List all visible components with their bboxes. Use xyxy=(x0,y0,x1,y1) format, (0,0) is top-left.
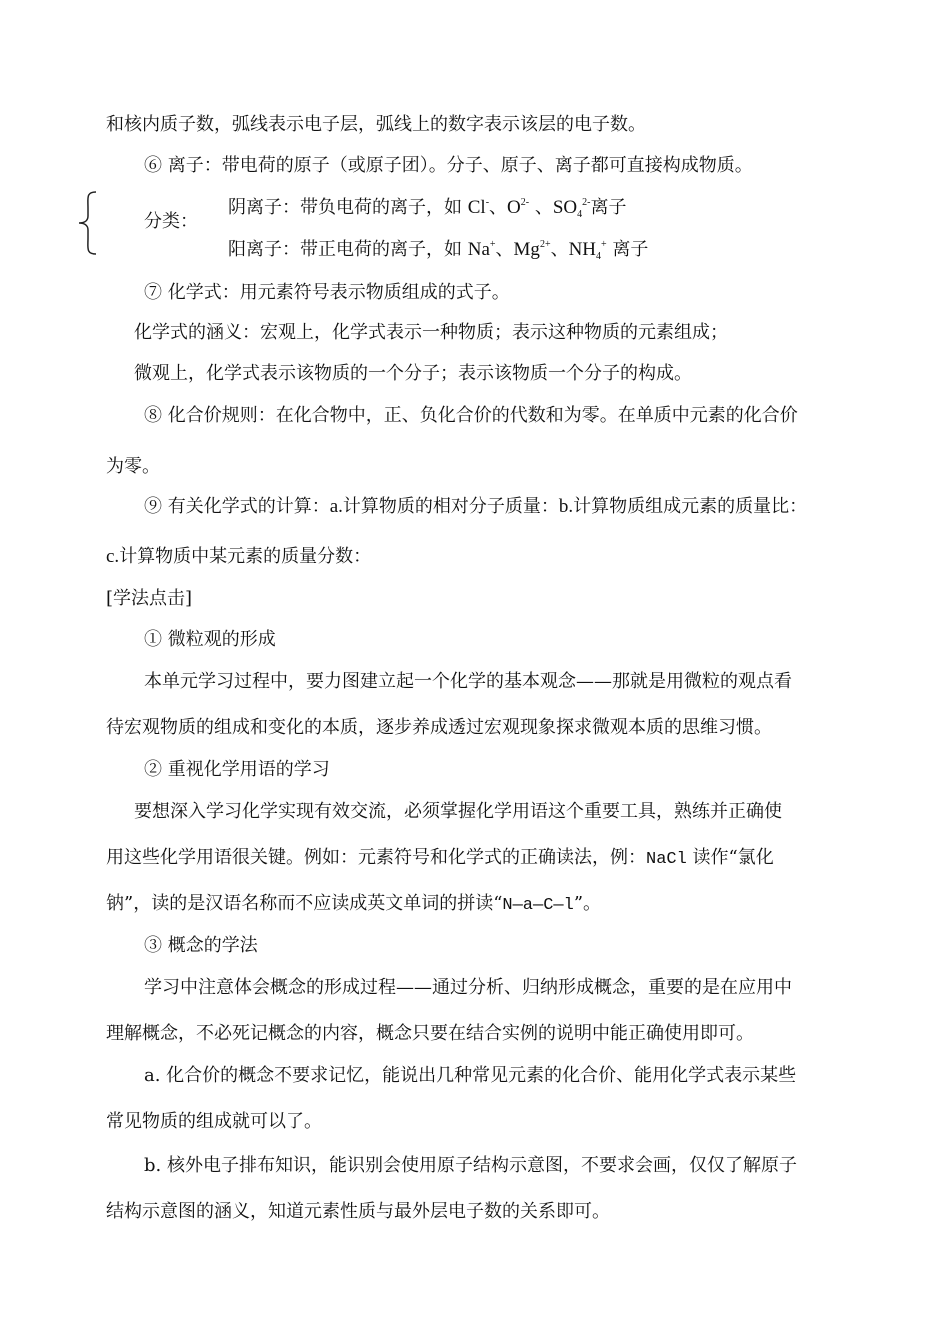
sulfate-subscript: 4 xyxy=(577,209,583,220)
separator: 、 xyxy=(529,197,553,218)
anion-suffix: 离子 xyxy=(590,197,627,218)
paragraph-calculation-c xyxy=(106,545,371,569)
cation-text: 阳离子：带正电荷的离子，如 xyxy=(228,239,468,260)
reading-text-end: 读作“氯化 xyxy=(686,847,774,868)
ammonium-subscript: 4 xyxy=(596,251,602,262)
paragraph-chemical-language-3 xyxy=(106,892,601,918)
cation-line xyxy=(228,238,648,262)
spelling-example: N—a—C—l xyxy=(502,896,574,915)
section-heading: [学法点击] xyxy=(106,588,193,609)
item-chemical-formula: ⑦ 化学式：用元素符号表示物质组成的式子。 xyxy=(144,282,510,303)
sulfate-symbol: SO xyxy=(552,197,578,218)
calc-label-c: c. xyxy=(106,546,120,567)
oxide-symbol: O xyxy=(507,197,521,218)
paragraph-electron-note-2: 结构示意图的涵义，知道元素性质与最外层电子数的关系即可。 xyxy=(106,1201,610,1222)
separator: 、 xyxy=(495,239,514,260)
calc-text-b: 计算物质组成元素的质量比： xyxy=(573,496,808,517)
paragraph-valence-note-1: a. 化合价的概念不要求记忆，能说出几种常见元素的化合价、能用化学式表示某些 xyxy=(144,1065,797,1086)
paragraph-chemical-language-1: 要想深入学习化学实现有效交流，必须掌握化学用语这个重要工具，熟练并正确使 xyxy=(134,801,782,822)
paragraph-valence-rule-end: 为零。 xyxy=(106,456,160,477)
paragraph-nucleus-shells: 和核内质子数，弧线表示电子层，弧线上的数字表示该层的电子数。 xyxy=(106,114,646,135)
sodium-symbol: Na xyxy=(467,239,490,260)
separator: 、 xyxy=(489,197,508,218)
chloride-symbol: Cl xyxy=(467,197,486,218)
calc-label-b: b. xyxy=(558,496,574,517)
paragraph-concept-2: 理解概念，不必死记概念的内容，概念只要在结合实例的说明中能正确使用即可。 xyxy=(106,1023,754,1044)
oxide-charge: 2- xyxy=(520,197,530,208)
separator: 、 xyxy=(550,239,569,260)
reading-text: 用这些化学用语很关键。例如：元素符号和化学式的正确读法，例： xyxy=(106,847,646,868)
left-brace-icon xyxy=(76,190,102,256)
calc-text: ⑨ 有关化学式的计算： xyxy=(144,496,330,517)
magnesium-charge: 2+ xyxy=(539,239,551,250)
calc-text-a: 计算物质的相对分子质量： xyxy=(342,496,559,517)
calc-label-a: a. xyxy=(329,496,343,517)
paragraph-formula-meaning-macro: 化学式的涵义：宏观上，化学式表示一种物质；表示这种物质的元素组成； xyxy=(134,322,728,343)
paragraph-concept-1: 学习中注意体会概念的形成过程——通过分析、归纳形成概念，重要的是在应用中 xyxy=(144,977,792,998)
paragraph-valence-note-2: 常见物质的组成就可以了。 xyxy=(106,1111,322,1132)
heading-chemical-language: ② 重视化学用语的学习 xyxy=(144,759,330,780)
paragraph-chemical-language-2 xyxy=(106,846,774,872)
sodium-charge: + xyxy=(489,239,496,250)
paragraph-microparticle-2: 待宏观物质的组成和变化的本质，逐步养成透过宏观现象探求微观本质的思维习惯。 xyxy=(106,717,772,738)
paragraph-formula-meaning-micro: 微观上，化学式表示该物质的一个分子；表示该物质一个分子的构成。 xyxy=(134,363,692,384)
calc-text-c: 计算物质中某元素的质量分数： xyxy=(119,546,372,567)
classification-label: 分类： xyxy=(144,211,198,232)
item-formula-calculation xyxy=(144,495,807,519)
paragraph-electron-note-1: b. 核外电子排布知识，能识别会使用原子结构示意图，不要求会画，仅仅了解原子 xyxy=(144,1155,797,1176)
sulfate-charge: 2- xyxy=(582,197,591,208)
ammonium-charge: + xyxy=(601,239,607,250)
paragraph-microparticle-1: 本单元学习过程中，要力图建立起一个化学的基本观念——那就是用微粒的观点看 xyxy=(144,671,792,692)
nacl-formula: NaCl xyxy=(646,850,687,869)
chloride-charge: - xyxy=(485,197,490,208)
item-ion-definition: ⑥ 离子：带电荷的原子（或原子团）。分子、原子、离子都可直接构成物质。 xyxy=(144,155,753,176)
ammonium-symbol: NH xyxy=(568,239,597,260)
magnesium-symbol: Mg xyxy=(513,239,540,260)
item-valence-rule: ⑧ 化合价规则：在化合物中，正、负化合价的代数和为零。在单质中元素的化合价 xyxy=(144,405,798,426)
anion-text: 阴离子：带负电荷的离子，如 xyxy=(228,197,468,218)
spelling-text: 钠”，读的是汉语名称而不应读成英文单词的拼读“ xyxy=(106,893,503,914)
cation-suffix: 离子 xyxy=(606,239,649,260)
spelling-text-end: ”。 xyxy=(573,893,602,914)
heading-microparticle-view: ① 微粒观的形成 xyxy=(144,629,276,650)
heading-concept-learning: ③ 概念的学法 xyxy=(144,935,258,956)
anion-line xyxy=(228,196,626,220)
